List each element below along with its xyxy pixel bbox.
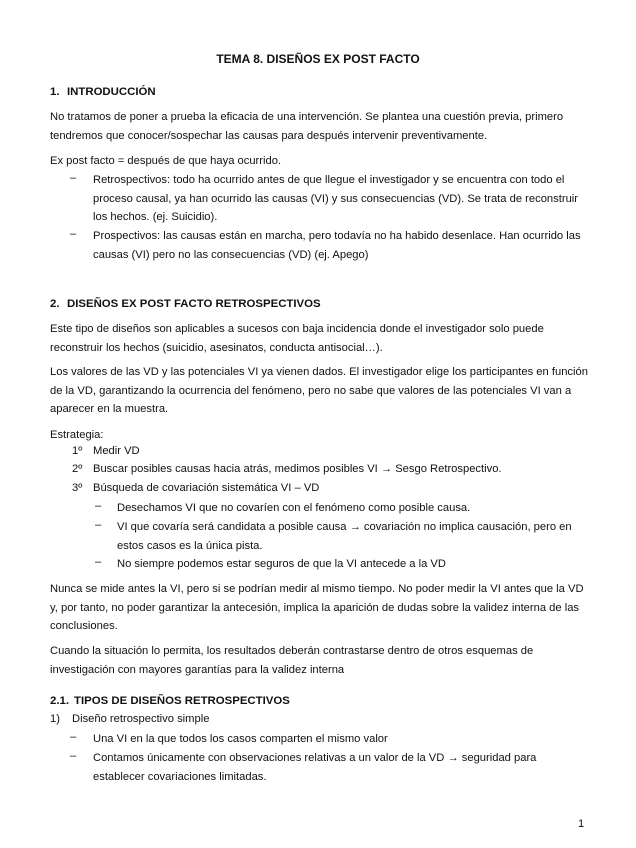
- s1-paragraph-2: Ex post facto = después de que haya ocurrido.: [50, 155, 282, 167]
- page-number: 1: [578, 818, 585, 830]
- s2-paragraph-1: Este tipo de diseños son aplicables a sucesos con baja incidencia donde el investigador solo puede reconstruir los hechos (suicidio, asesinatos, conducta antisocial…).: [50, 323, 544, 354]
- dash-bullet: –: [70, 750, 77, 762]
- step-number: 3º: [72, 482, 83, 494]
- section-1-heading: [50, 86, 156, 98]
- s2-paragraph-2: Los valores de las VD y las potenciales VI ya vienen dados. El investigador elige los participantes en función de la VD, garantizando la ocurrencia del fenómeno, pero no sabe que valores de las potenciales VI van a aparecer en la muestra.: [50, 366, 588, 415]
- section-2-heading: [50, 298, 321, 310]
- sub-bullet: No siempre podemos estar seguros de que la VI antecede a la VD: [117, 558, 446, 570]
- s1-bullet-retrospectivos: Retrospectivos: todo ha ocurrido antes de que llegue el investigador y se encuentra con todo el proceso causal, ya han ocurrido las causas (VI) y sus consecuencias (VD). Se trata de reconstruir los hechos. (ej. Suicidio).: [93, 174, 579, 223]
- sub-bullet: VI que covaría será candidata a posible causa → covariación no implica causación, pero en estos casos es la única pista.: [117, 521, 572, 552]
- section-2-1-number: 2.1.: [50, 695, 69, 707]
- step-text: Búsqueda de covariación sistemática VI – VD: [93, 482, 320, 494]
- s2-paragraph-5: Cuando la situación lo permita, los resultados deberán contrastarse dentro de otros esquemas de investigación con mayores garantías para la validez interna: [50, 645, 534, 676]
- s2-paragraph-4: Nunca se mide antes la VI, pero si se podrían medir al mismo tiempo. No poder medir la VI antes que la VD y, por tanto, no poder garantizar la antecesión, implica la aparición de dudas sobre la validez interna de las conclusiones.: [50, 583, 584, 632]
- dash-bullet: –: [95, 556, 102, 568]
- step-number: 1º: [72, 445, 83, 457]
- step-text: Buscar posibles causas hacia atrás, medimos posibles VI → Sesgo Retrospectivo.: [93, 463, 502, 475]
- dash-bullet: –: [70, 172, 77, 184]
- s1-paragraph-1: No tratamos de poner a prueba la eficacia de una intervención. Se plantea una cuestión previa, primero tendremos que conocer/sospechar las causas para después intervenir preventivamente.: [50, 111, 564, 142]
- list-item-text: Diseño retrospectivo simple: [72, 713, 210, 725]
- page-title: TEMA 8. DISEÑOS EX POST FACTO: [216, 52, 420, 66]
- dash-bullet: –: [70, 228, 77, 240]
- s1-bullet-prospectivos: Prospectivos: las causas están en marcha, pero todavía no ha habido desenlace. Han ocurrido las causas (VI) pero no las consecuencias (VD) (ej. Apego): [93, 230, 581, 261]
- section-1-number: 1.: [50, 86, 60, 98]
- sub-bullet: Desechamos VI que no covaríen con el fenómeno como posible causa.: [117, 502, 471, 514]
- step-text: Medir VD: [93, 445, 140, 457]
- s21-bullet-1: Una VI en la que todos los casos comparten el mismo valor: [93, 733, 388, 745]
- step-number: 2º: [72, 463, 83, 475]
- section-2-title: DISEÑOS EX POST FACTO RETROSPECTIVOS: [67, 298, 321, 310]
- s21-bullet-2: Contamos únicamente con observaciones relativas a un valor de la VD → seguridad para establecer covariaciones limitadas.: [93, 752, 537, 783]
- dash-bullet: –: [95, 500, 102, 512]
- list-number: 1): [50, 713, 60, 725]
- section-2-1-heading: [50, 695, 290, 707]
- section-2-number: 2.: [50, 298, 60, 310]
- section-2-1-title: TIPOS DE DISEÑOS RETROSPECTIVOS: [74, 695, 290, 707]
- dash-bullet: –: [70, 731, 77, 743]
- dash-bullet: –: [95, 519, 102, 531]
- s2-paragraph-3: Estrategia:: [50, 429, 104, 441]
- section-1-title: INTRODUCCIÓN: [67, 86, 156, 98]
